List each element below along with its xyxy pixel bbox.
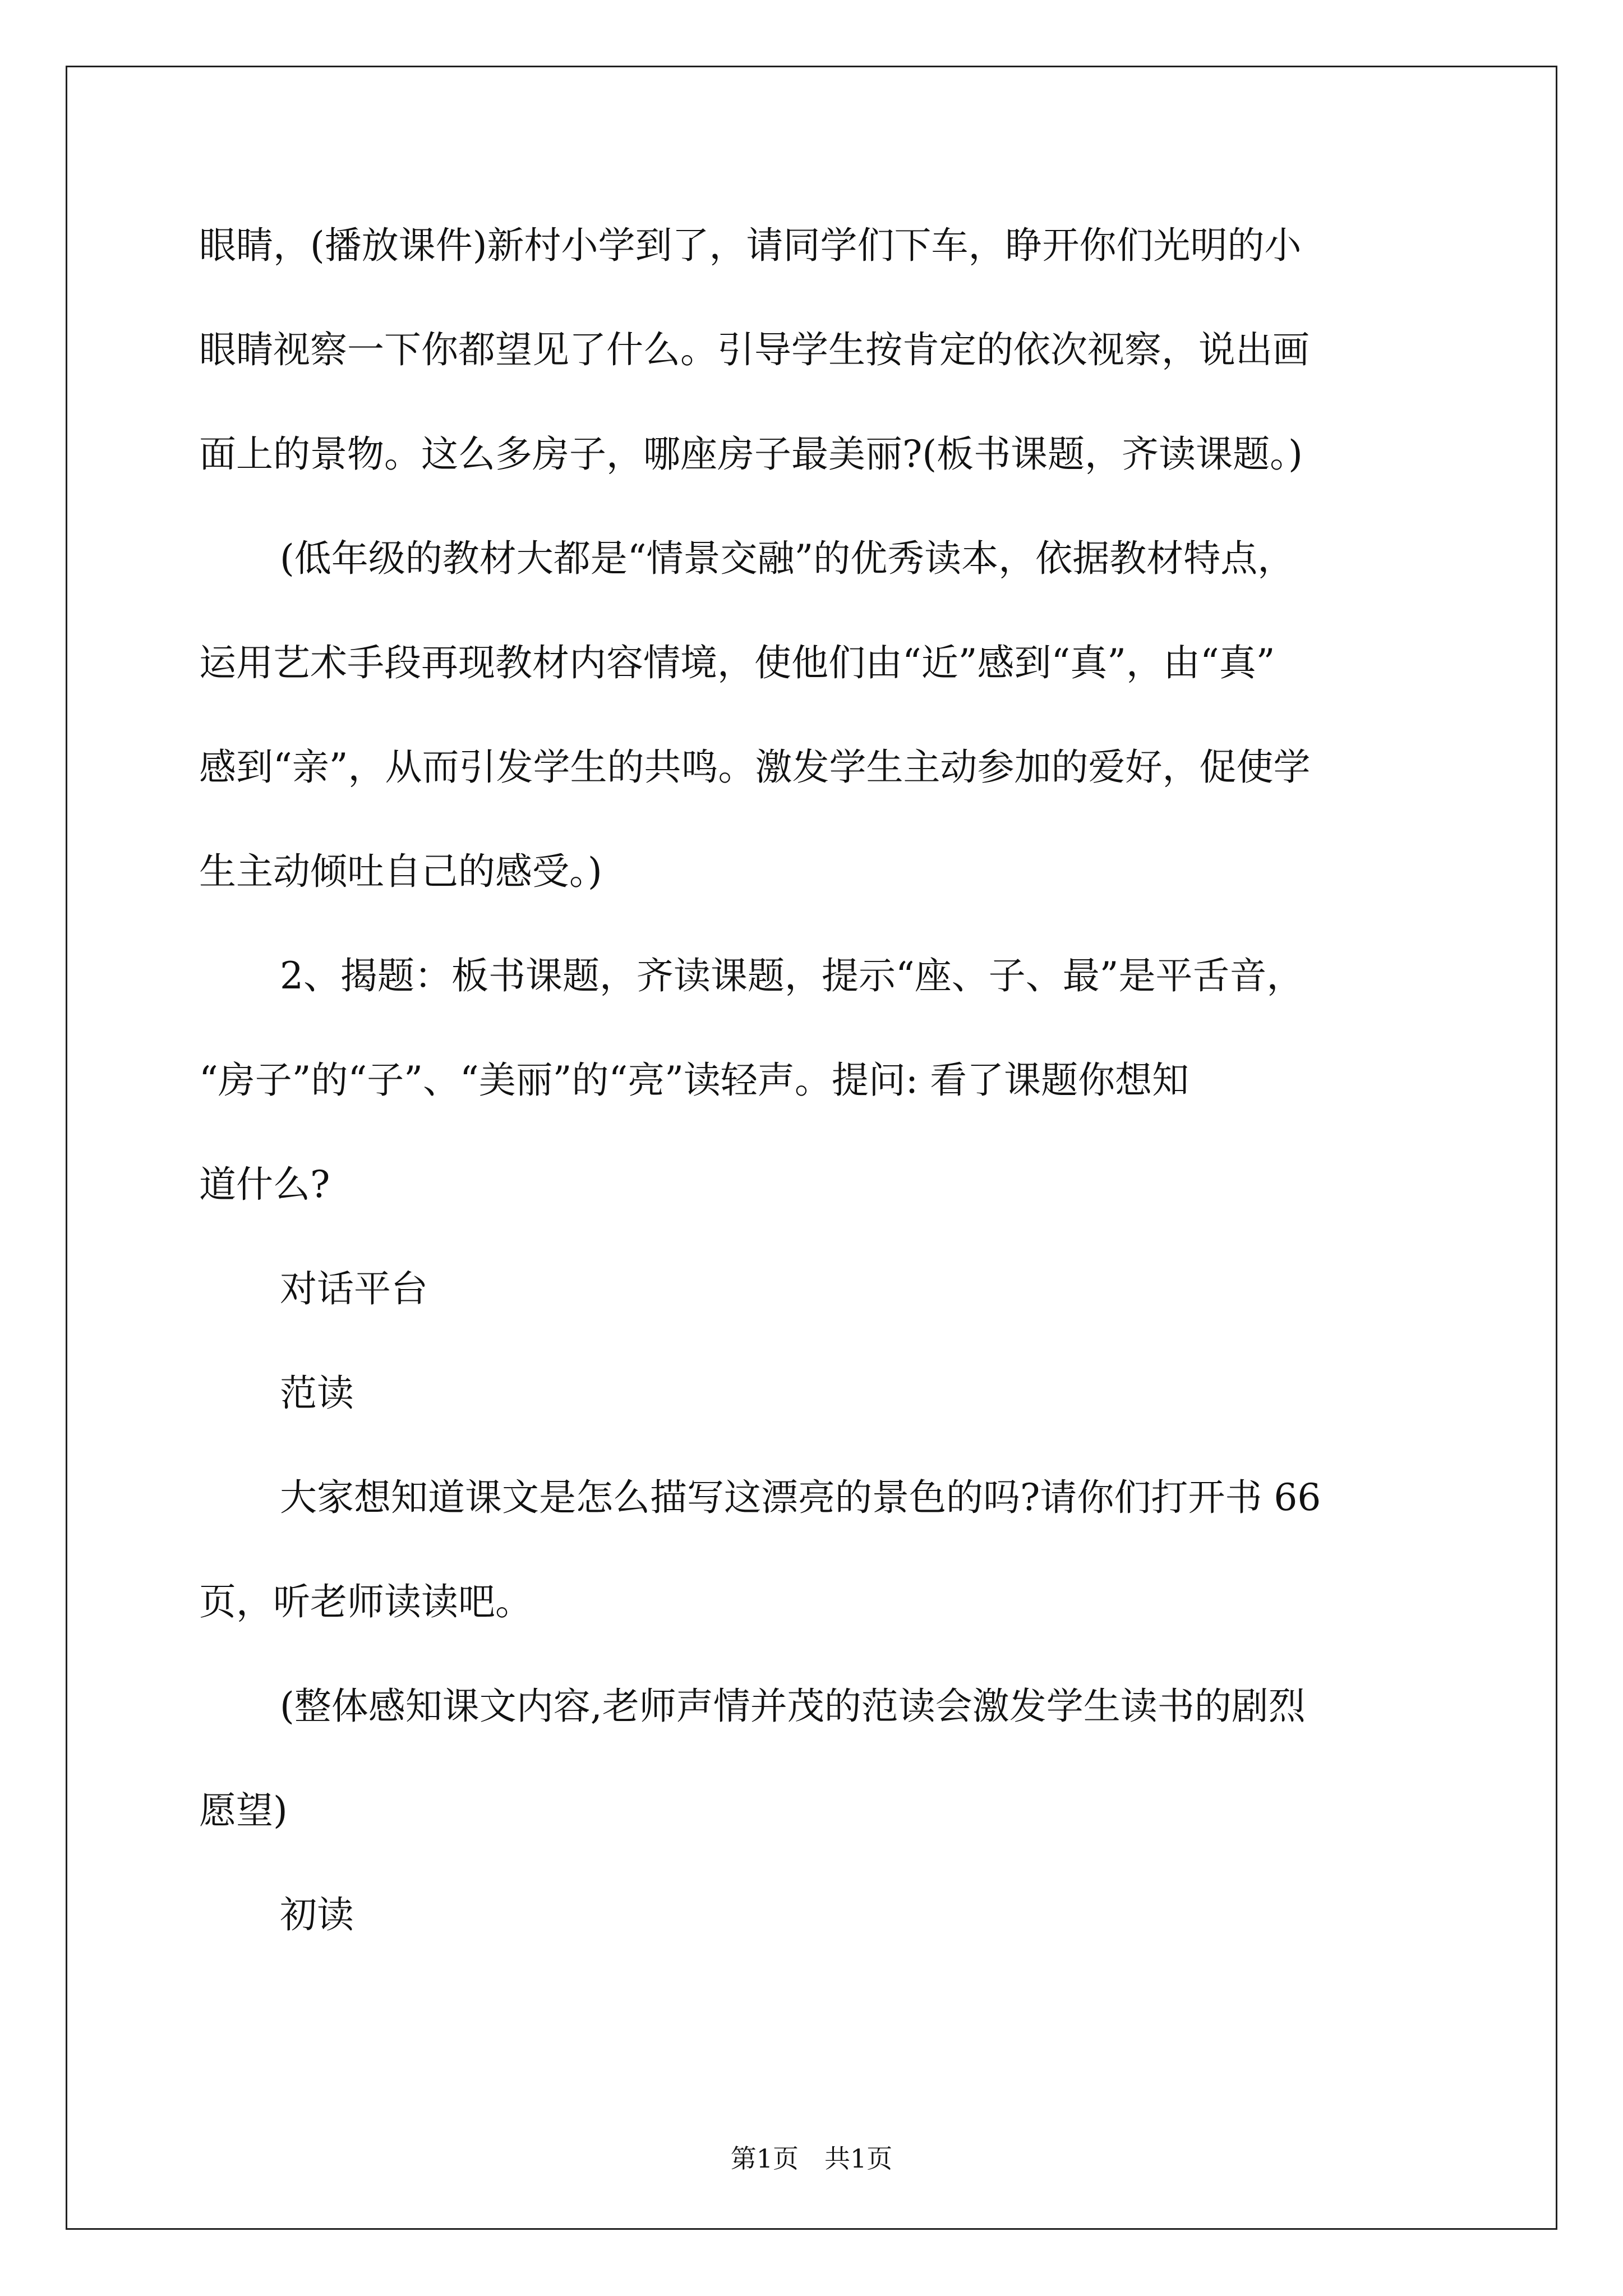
paragraph — [199, 194, 1433, 507]
paragraph — [199, 1654, 1433, 1863]
text-line: 眼睛视察一下你都望见了什么。引导学生按肯定的依次视察，说出画 — [199, 328, 1310, 371]
section-heading: 对话平台 — [280, 1267, 428, 1310]
section-heading: 初读 — [280, 1893, 354, 1936]
text-line: 生主动倾吐自己的感受。) — [199, 850, 602, 893]
document-body — [199, 194, 1433, 1967]
text-line: “房子”的“子”、“美丽”的“亮”读轻声。提问: 看了课题你想知 — [199, 1059, 1189, 1102]
text-line: 运用艺术手段再现教材内容情境，使他们由“近”感到“真”，由“真” — [199, 641, 1275, 684]
paragraph — [199, 1446, 1433, 1654]
text-line: 大家想知道课文是怎么描写这漂亮的景色的吗?请你们打开书 66 — [280, 1476, 1321, 1519]
text-line: 面上的景物。这么多房子，哪座房子最美丽?(板书课题，齐读课题。) — [199, 432, 1303, 476]
paragraph — [199, 1863, 1433, 1967]
paragraph — [199, 507, 1433, 924]
text-line: 页，听老师读读吧。 — [199, 1580, 532, 1623]
text-line: (低年级的教材大都是“情景交融”的优秀读本，依据教材特点， — [280, 537, 1295, 580]
paragraph — [199, 924, 1433, 1237]
text-line: 感到“亲”，从而引发学生的共鸣。激发学生主动参加的爱好，促使学 — [199, 746, 1311, 789]
section-heading: 范读 — [280, 1372, 354, 1415]
text-line: (整体感知课文内容,老师声情并茂的范读会激发学生读书的剧烈 — [280, 1685, 1306, 1728]
text-line: 眼睛，(播放课件)新村小学到了，请同学们下车，睁开你们光明的小 — [199, 224, 1302, 267]
page-number-footer: 第1页 共1页 — [730, 2143, 893, 2174]
paragraph — [199, 1237, 1433, 1341]
text-line: 道什么? — [199, 1163, 330, 1206]
text-line: 愿望) — [199, 1789, 288, 1832]
text-line: 2、揭题：板书课题，齐读课题，提示“座、子、最”是平舌音， — [280, 954, 1304, 997]
paragraph — [199, 1341, 1433, 1446]
